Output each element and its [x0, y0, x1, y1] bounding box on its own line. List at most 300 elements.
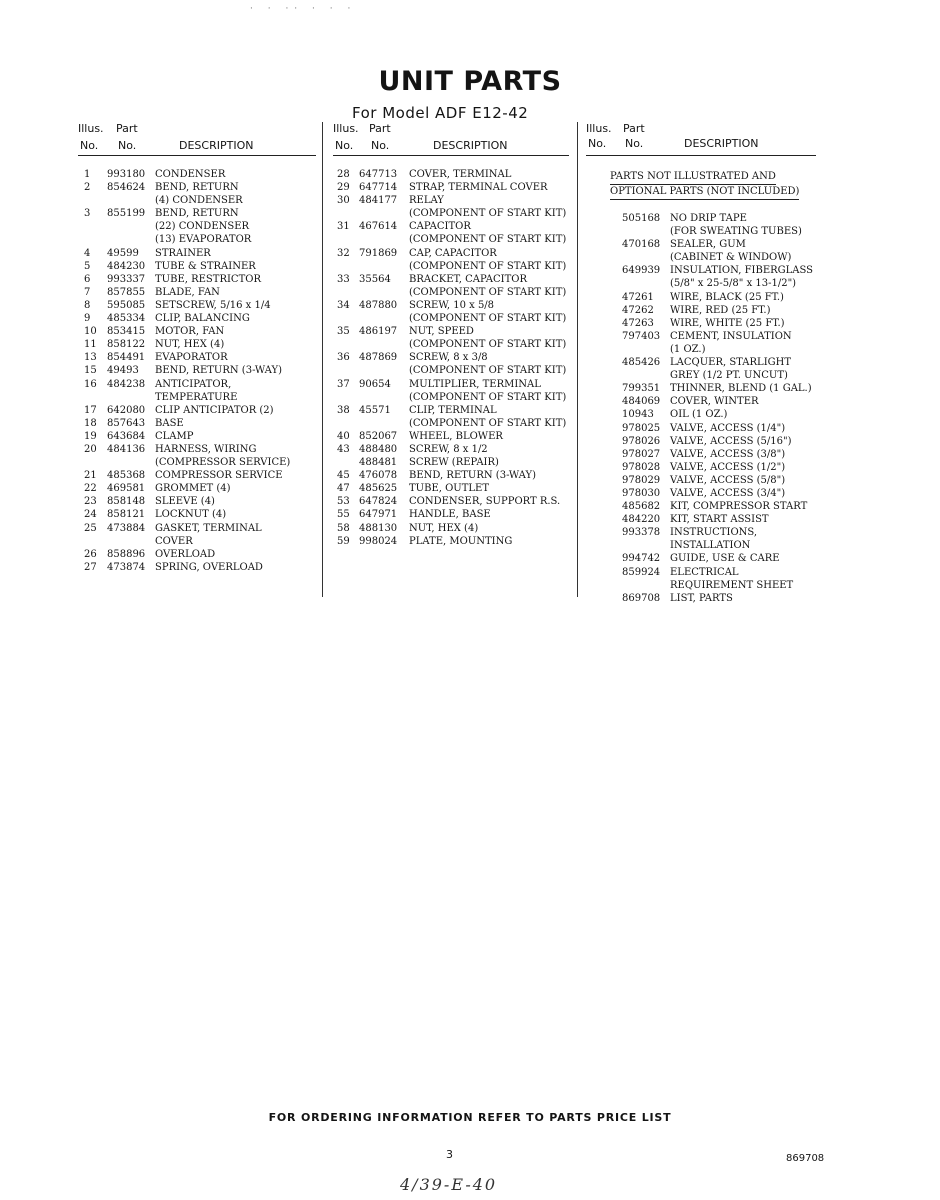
- table-row: [78, 260, 316, 273]
- table-row: [333, 286, 569, 299]
- part-description: CONDENSER, SUPPORT R.S.: [409, 496, 561, 508]
- part-description: BEND, RETURN (3-WAY): [155, 365, 282, 377]
- table-row: [333, 404, 569, 417]
- illus-number: 43: [337, 443, 350, 455]
- part-number: 485334: [107, 313, 146, 325]
- part-description: BEND, RETURN: [155, 182, 239, 194]
- table-row: [610, 539, 820, 552]
- part-description: COVER, WINTER: [670, 396, 759, 408]
- part-description: (4) CONDENSER: [155, 195, 243, 207]
- table-row: [78, 443, 316, 456]
- part-description: TUBE, OUTLET: [409, 483, 490, 495]
- table-row: [610, 382, 820, 395]
- table-row: [78, 325, 316, 338]
- part-description: WIRE, WHITE (25 FT.): [670, 317, 785, 329]
- table-row: [78, 404, 316, 417]
- part-description: (COMPONENT OF START KIT): [409, 365, 567, 377]
- table-row: [78, 456, 316, 469]
- part-number: 90654: [359, 378, 391, 390]
- part-description: (COMPONENT OF START KIT): [409, 339, 567, 351]
- part-number: 595085: [107, 299, 146, 311]
- table-row: [333, 260, 569, 273]
- part-number: 647713: [359, 169, 398, 180]
- illus-number: 28: [337, 169, 350, 180]
- parts-list: [78, 168, 316, 574]
- table-row: [610, 552, 820, 565]
- part-number: 484230: [107, 260, 146, 272]
- part-description: GROMMET (4): [155, 483, 231, 495]
- part-description: (COMPONENT OF START KIT): [409, 417, 567, 429]
- column-divider: [577, 122, 578, 597]
- illus-number: 17: [84, 404, 97, 416]
- page-title: UNIT PARTS: [378, 66, 562, 97]
- table-row: [78, 508, 316, 521]
- part-no-label: No.: [118, 139, 137, 152]
- table-row: [610, 500, 820, 513]
- part-label: Part: [623, 122, 645, 135]
- part-number: 467614: [359, 221, 398, 233]
- part-description: (COMPONENT OF START KIT): [409, 313, 567, 325]
- table-row: [610, 317, 820, 330]
- table-row: [610, 264, 820, 277]
- part-description: (13) EVAPORATOR: [155, 234, 252, 246]
- illus-no-label: No.: [80, 139, 99, 152]
- column-header: [78, 122, 316, 156]
- table-row: [78, 338, 316, 351]
- part-description: SPRING, OVERLOAD: [155, 561, 263, 573]
- illus-number: 33: [337, 273, 350, 285]
- part-description: (COMPRESSOR SERVICE): [155, 457, 291, 469]
- part-description: HARNESS, WIRING: [155, 443, 257, 455]
- table-row: [610, 474, 820, 487]
- table-row: [610, 238, 820, 251]
- table-row: [610, 277, 820, 290]
- table-row: [78, 495, 316, 508]
- table-row: [78, 312, 316, 325]
- table-row: [610, 369, 820, 382]
- part-description: PLATE, MOUNTING: [409, 535, 513, 547]
- table-row: [333, 391, 569, 404]
- table-row: [333, 443, 569, 456]
- illus-number: 59: [337, 535, 350, 547]
- part-number: 799351: [622, 383, 661, 395]
- table-row: [333, 508, 569, 521]
- table-row: [333, 168, 569, 181]
- illus-number: 23: [84, 496, 97, 508]
- part-description: LACQUER, STARLIGHT: [670, 357, 792, 369]
- part-number: 485368: [107, 470, 146, 482]
- part-description: WIRE, BLACK (25 FT.): [670, 291, 784, 303]
- part-description: CLIP ANTICIPATOR (2): [155, 404, 274, 416]
- part-description: STRAP, TERMINAL COVER: [409, 182, 548, 194]
- table-row: [610, 212, 820, 225]
- table-row: [333, 482, 569, 495]
- header-rule: [333, 155, 569, 156]
- part-number: 978026: [622, 435, 661, 447]
- illus-number: 55: [337, 509, 350, 521]
- illus-number: 4: [84, 247, 91, 259]
- notice-line-1: PARTS NOT ILLUSTRATED AND: [610, 170, 776, 185]
- part-number: 505168: [622, 213, 661, 224]
- part-description: CONDENSER: [155, 169, 226, 180]
- table-row: [78, 181, 316, 194]
- illus-no-label: No.: [588, 137, 607, 150]
- part-description: MULTIPLIER, TERMINAL: [409, 378, 541, 390]
- part-description: CAPACITOR: [409, 221, 471, 233]
- table-row: [333, 469, 569, 482]
- part-number: 47261: [622, 291, 654, 303]
- part-number: 857643: [107, 417, 146, 429]
- table-row: [610, 566, 820, 579]
- part-number: 485625: [359, 483, 398, 495]
- table-row: [333, 273, 569, 286]
- part-description: LIST, PARTS: [670, 592, 733, 604]
- part-description: COMPRESSOR SERVICE: [155, 470, 283, 482]
- illus-number: 58: [337, 522, 350, 534]
- illus-number: 18: [84, 417, 97, 429]
- illus-number: 10: [84, 326, 97, 338]
- model-subtitle: For Model ADF E12-42: [352, 104, 529, 122]
- table-row: [78, 561, 316, 574]
- part-description: SCREW, 8 x 1/2: [409, 443, 488, 455]
- optional-parts-list: [610, 212, 820, 605]
- parts-column-1: [78, 122, 316, 574]
- part-description: VALVE, ACCESS (5/8"): [670, 474, 786, 486]
- table-row: [610, 304, 820, 317]
- header-rule: [78, 155, 316, 156]
- part-number: 643684: [107, 430, 146, 442]
- parts-list: [333, 168, 569, 548]
- table-row: [610, 435, 820, 448]
- illus-number: 6: [84, 273, 91, 285]
- part-number: 484069: [622, 396, 661, 408]
- part-number: 647714: [359, 182, 398, 194]
- illus-number: 20: [84, 443, 97, 455]
- part-description: WHEEL, BLOWER: [409, 430, 503, 442]
- table-row: [78, 299, 316, 312]
- part-no-label: No.: [371, 139, 390, 152]
- notice-line-2: OPTIONAL PARTS (NOT INCLUDED): [610, 185, 799, 200]
- parts-column-2: [333, 122, 569, 548]
- part-number: 476078: [359, 470, 398, 482]
- part-description: SCREW (REPAIR): [409, 457, 499, 469]
- part-number: 791869: [359, 247, 398, 259]
- table-row: [78, 364, 316, 377]
- part-number: 855199: [107, 208, 146, 220]
- part-description: GASKET, TERMINAL: [155, 522, 262, 534]
- handwritten-note: 4/39-E-40: [400, 1175, 498, 1194]
- part-number: 485426: [622, 357, 661, 369]
- illus-number: 47: [337, 483, 350, 495]
- illus-number: 1: [84, 169, 91, 180]
- part-number: 858148: [107, 496, 146, 508]
- part-description: INSULATION, FIBERGLASS: [670, 265, 814, 277]
- table-row: [78, 351, 316, 364]
- part-description: BASE: [155, 417, 184, 429]
- column-divider: [322, 122, 323, 597]
- illus-number: 22: [84, 483, 97, 495]
- part-description: CEMENT, INSULATION: [670, 330, 792, 342]
- part-number: 978027: [622, 448, 661, 460]
- illus-number: 35: [337, 326, 350, 338]
- part-number: 484177: [359, 195, 398, 207]
- table-row: [333, 417, 569, 430]
- illus-number: 27: [84, 561, 97, 573]
- part-description: OVERLOAD: [155, 548, 216, 560]
- part-description: RELAY: [409, 195, 444, 207]
- table-row: [333, 247, 569, 260]
- part-description: TUBE & STRAINER: [155, 260, 256, 272]
- description-label: DESCRIPTION: [179, 139, 254, 152]
- part-description: (22) CONDENSER: [155, 221, 250, 233]
- part-number: 978030: [622, 487, 661, 499]
- parts-column-3: [586, 122, 816, 156]
- illus-number: 26: [84, 548, 97, 560]
- part-number: 852067: [359, 430, 398, 442]
- table-row: [333, 456, 569, 469]
- table-row: [333, 364, 569, 377]
- part-label: Part: [116, 122, 138, 135]
- part-description: ELECTRICAL: [670, 566, 739, 578]
- illus-no-label: No.: [335, 139, 354, 152]
- part-description: BEND, RETURN: [155, 208, 239, 220]
- table-row: [78, 430, 316, 443]
- part-number: 797403: [622, 330, 661, 342]
- column-header: [333, 122, 569, 156]
- illus-number: 5: [84, 260, 91, 272]
- part-number: 994742: [622, 553, 661, 565]
- part-description: THINNER, BLEND (1 GAL.): [670, 383, 812, 395]
- part-number: 857855: [107, 286, 146, 298]
- part-description: OIL (1 OZ.): [670, 409, 728, 421]
- part-description: VALVE, ACCESS (1/2"): [670, 461, 786, 473]
- table-row: [610, 330, 820, 343]
- illus-number: 15: [84, 365, 97, 377]
- part-description: MOTOR, FAN: [155, 326, 225, 338]
- part-description: SETSCREW, 5/16 x 1/4: [155, 299, 271, 311]
- part-number: 47262: [622, 304, 654, 316]
- table-row: [78, 168, 316, 181]
- table-row: [610, 487, 820, 500]
- part-label: Part: [369, 122, 391, 135]
- part-description: KIT, START ASSIST: [670, 514, 769, 526]
- part-number: 484136: [107, 443, 146, 455]
- illus-number: 53: [337, 496, 350, 508]
- part-description: BLADE, FAN: [155, 286, 220, 298]
- illus-number: 2: [84, 182, 91, 194]
- part-description: HANDLE, BASE: [409, 509, 491, 521]
- part-number: 47263: [622, 317, 654, 329]
- illus-label: Illus.: [586, 122, 612, 135]
- part-number: 484220: [622, 514, 661, 526]
- table-row: [78, 548, 316, 561]
- illus-number: 29: [337, 182, 350, 194]
- part-description: CLIP, TERMINAL: [409, 404, 497, 416]
- part-number: 649939: [622, 265, 661, 277]
- table-row: [610, 343, 820, 356]
- part-number: 869708: [622, 592, 661, 604]
- table-row: [78, 220, 316, 233]
- illus-number: 30: [337, 195, 350, 207]
- table-row: [333, 312, 569, 325]
- part-number: 993378: [622, 527, 661, 539]
- illus-number: 7: [84, 286, 91, 298]
- illus-number: 32: [337, 247, 350, 259]
- part-number: 858896: [107, 548, 146, 560]
- part-description: KIT, COMPRESSOR START: [670, 501, 808, 513]
- part-number: 859924: [622, 566, 661, 578]
- table-row: [610, 513, 820, 526]
- part-description: ANTICIPATOR,: [155, 378, 232, 390]
- part-description: NUT, HEX (4): [155, 339, 225, 351]
- table-row: [610, 251, 820, 264]
- part-description: CLAMP: [155, 430, 194, 442]
- part-description: VALVE, ACCESS (3/4"): [670, 487, 786, 499]
- part-description: CLIP, BALANCING: [155, 313, 250, 325]
- part-description: BRACKET, CAPACITOR: [409, 273, 527, 285]
- table-row: [610, 579, 820, 592]
- table-row: [78, 535, 316, 548]
- part-number: 488480: [359, 443, 398, 455]
- table-row: [333, 181, 569, 194]
- part-description: VALVE, ACCESS (3/8"): [670, 448, 786, 460]
- part-number: 473884: [107, 522, 146, 534]
- table-row: [78, 247, 316, 260]
- illus-number: 19: [84, 430, 97, 442]
- table-row: [78, 207, 316, 220]
- table-row: [333, 325, 569, 338]
- part-number: 978028: [622, 461, 661, 473]
- illus-number: 21: [84, 470, 97, 482]
- part-number: 487880: [359, 299, 398, 311]
- part-number: 993337: [107, 273, 146, 285]
- illus-number: 34: [337, 299, 350, 311]
- table-row: [333, 430, 569, 443]
- page-number: 3: [446, 1148, 453, 1161]
- part-number: 49599: [107, 247, 139, 259]
- table-row: [333, 233, 569, 246]
- illus-number: 37: [337, 378, 350, 390]
- part-number: 10943: [622, 409, 654, 421]
- part-description: NUT, SPEED: [409, 326, 474, 338]
- table-row: [78, 417, 316, 430]
- table-row: [78, 194, 316, 207]
- table-row: [333, 194, 569, 207]
- illus-number: 36: [337, 352, 350, 364]
- table-row: [610, 461, 820, 474]
- part-description: NO DRIP TAPE: [670, 213, 747, 224]
- part-description: COVER, TERMINAL: [409, 169, 512, 180]
- part-description: (COMPONENT OF START KIT): [409, 286, 567, 298]
- table-row: [78, 286, 316, 299]
- part-number: 487869: [359, 352, 398, 364]
- description-label: DESCRIPTION: [684, 137, 759, 150]
- table-row: [78, 378, 316, 391]
- part-description: GREY (1/2 PT. UNCUT): [670, 370, 788, 382]
- part-number: 488130: [359, 522, 398, 534]
- scan-specks: · · ·· · · ·: [250, 4, 357, 14]
- illus-number: 40: [337, 430, 350, 442]
- table-row: [78, 233, 316, 246]
- part-description: SLEEVE (4): [155, 496, 215, 508]
- table-row: [610, 408, 820, 421]
- ordering-note: FOR ORDERING INFORMATION REFER TO PARTS PRICE LIST: [268, 1111, 672, 1124]
- table-row: [333, 535, 569, 548]
- illus-label: Illus.: [333, 122, 359, 135]
- part-number: 45571: [359, 404, 391, 416]
- part-description: INSTALLATION: [670, 540, 751, 552]
- table-row: [610, 395, 820, 408]
- part-no-label: No.: [625, 137, 644, 150]
- illus-number: 16: [84, 378, 97, 390]
- part-description: (CABINET & WINDOW): [670, 252, 792, 264]
- table-row: [610, 526, 820, 539]
- illus-number: 3: [84, 208, 91, 220]
- table-row: [610, 291, 820, 304]
- part-number: 473874: [107, 561, 146, 573]
- illus-number: 9: [84, 313, 91, 325]
- part-description: WIRE, RED (25 FT.): [670, 304, 771, 316]
- table-row: [333, 338, 569, 351]
- part-description: REQUIREMENT SHEET: [670, 579, 794, 591]
- table-row: [610, 592, 820, 605]
- table-row: [333, 220, 569, 233]
- part-number: 488481: [359, 457, 398, 469]
- part-number: 486197: [359, 326, 398, 338]
- part-description: TUBE, RESTRICTOR: [155, 273, 261, 285]
- part-description: (COMPONENT OF START KIT): [409, 234, 567, 246]
- part-number: 484238: [107, 378, 146, 390]
- part-description: CAP, CAPACITOR: [409, 247, 497, 259]
- part-description: SEALER, GUM: [670, 239, 746, 251]
- part-description: SCREW, 10 x 5/8: [409, 299, 495, 311]
- part-number: 469581: [107, 483, 146, 495]
- part-number: 485682: [622, 501, 661, 513]
- part-number: 993180: [107, 169, 146, 180]
- part-number: 858121: [107, 509, 146, 521]
- illus-number: 45: [337, 470, 350, 482]
- part-number: 858122: [107, 339, 146, 351]
- part-number: 647824: [359, 496, 398, 508]
- column-header: [586, 122, 816, 156]
- part-description: (COMPONENT OF START KIT): [409, 208, 567, 220]
- optional-parts-notice: [610, 170, 799, 200]
- part-description: VALVE, ACCESS (5/16"): [670, 435, 792, 447]
- part-description: (1 OZ.): [670, 343, 706, 355]
- part-number: 978029: [622, 474, 661, 486]
- part-description: LOCKNUT (4): [155, 509, 227, 521]
- table-row: [610, 356, 820, 369]
- part-description: BEND, RETURN (3-WAY): [409, 470, 536, 482]
- part-number: 49493: [107, 365, 139, 377]
- part-description: (COMPONENT OF START KIT): [409, 391, 567, 403]
- table-row: [78, 482, 316, 495]
- illus-label: Illus.: [78, 122, 104, 135]
- table-row: [78, 469, 316, 482]
- illus-number: 38: [337, 404, 350, 416]
- table-row: [78, 391, 316, 404]
- part-description: SCREW, 8 x 3/8: [409, 352, 488, 364]
- table-row: [333, 378, 569, 391]
- part-description: (FOR SWEATING TUBES): [670, 226, 802, 238]
- part-number: 853415: [107, 326, 146, 338]
- illus-number: 13: [84, 352, 97, 364]
- illus-number: 11: [84, 339, 97, 351]
- part-description: INSTRUCTIONS,: [670, 527, 758, 539]
- part-number: 647971: [359, 509, 398, 521]
- part-description: COVER: [155, 535, 193, 547]
- illus-number: 31: [337, 221, 350, 233]
